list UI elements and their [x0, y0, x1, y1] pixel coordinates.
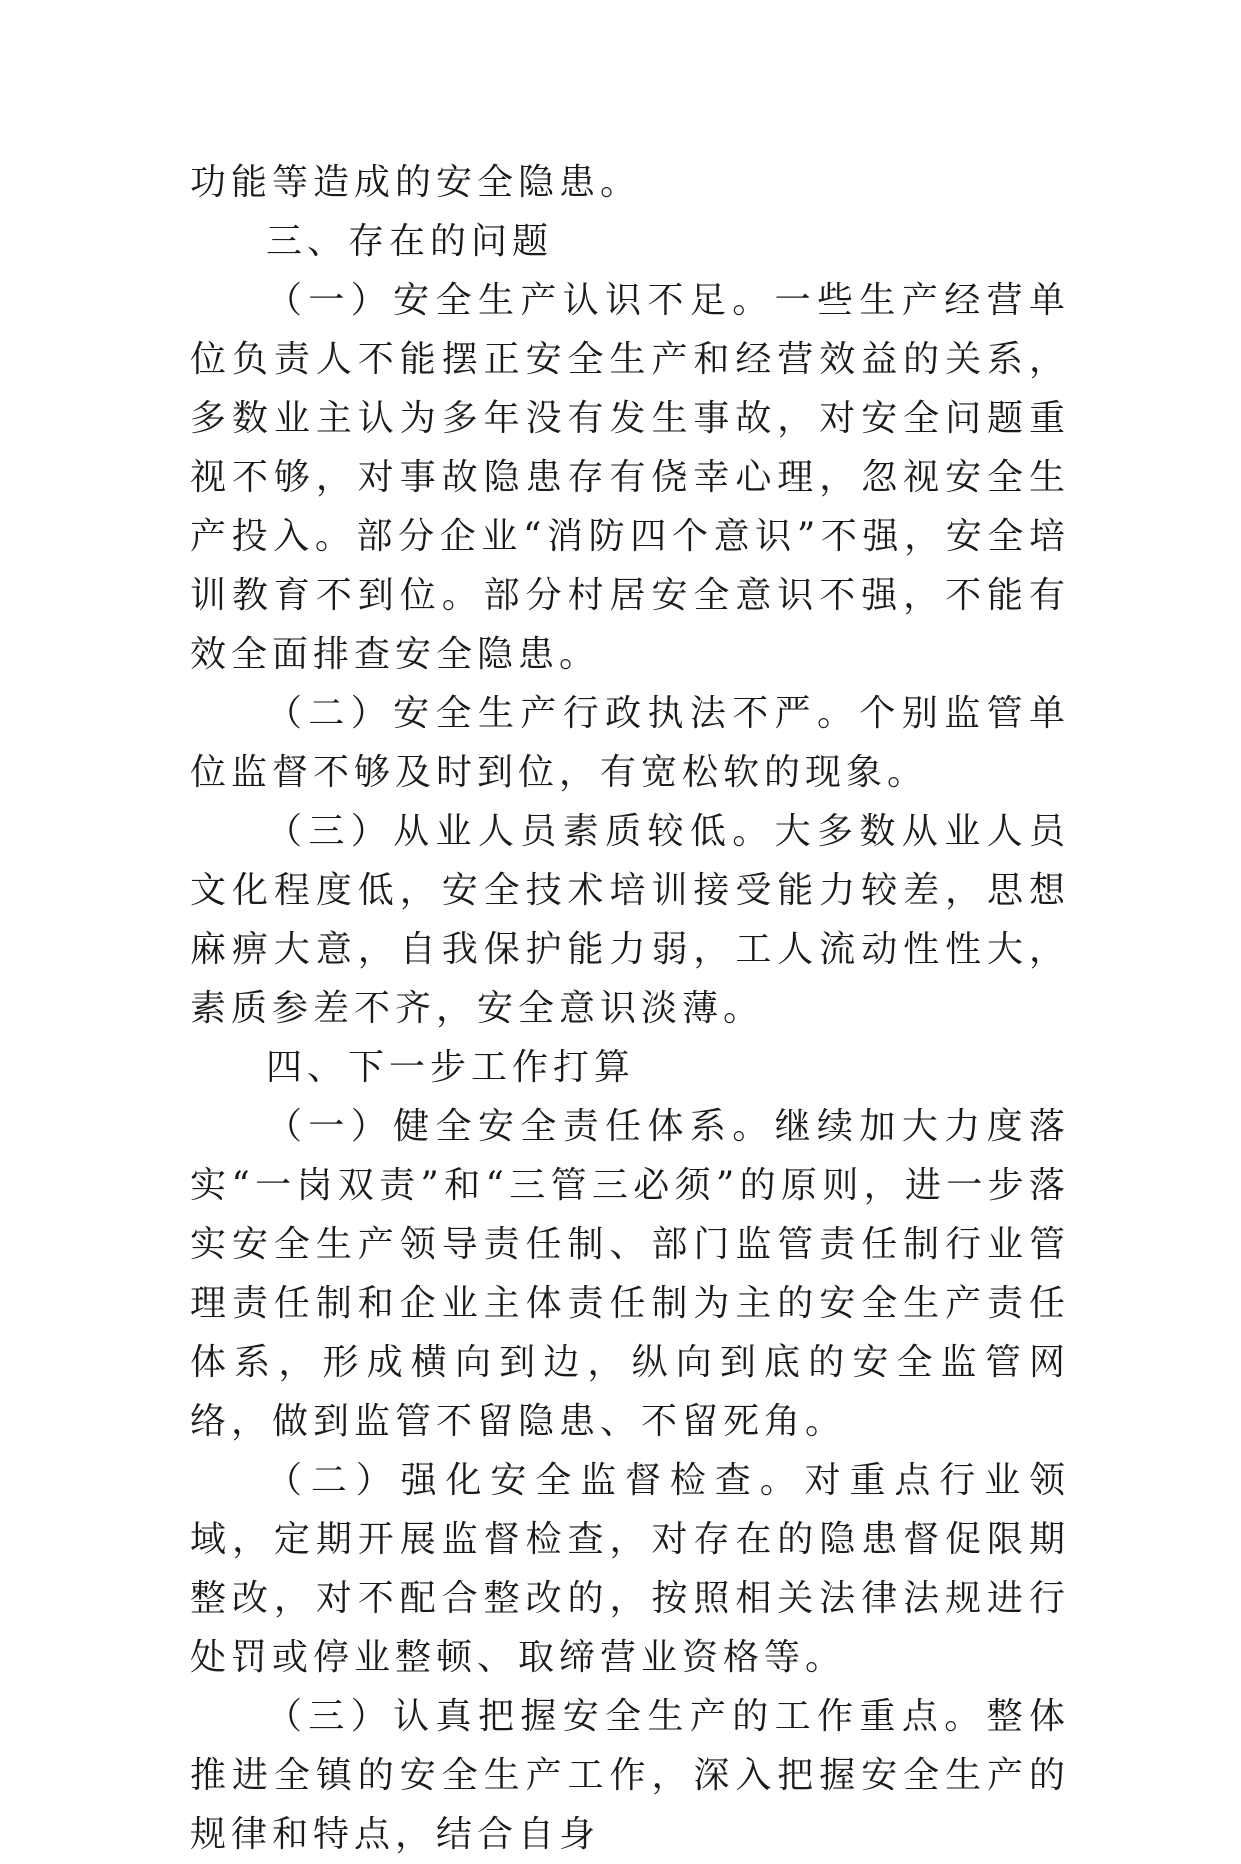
paragraph-problem-1: （一）安全生产认识不足。一些生产经营单位负责人不能摆正安全生产和经营效益的关系，多数业主认为多年没有发生事故，对安全问题重视不够，对事故隐患存有侥幸心理，忽视安全生产投入。部分企业“消防四个意识”不强，安全培训教育不到位。部分村居安全意识不强，不能有效全面排查安全隐患。 [190, 280, 1070, 675]
section-heading-next-steps: 四、下一步工作打算 [266, 1047, 636, 1088]
paragraph-problem-3: （三）从业人员素质较低。大多数从业人员文化程度低，安全技术培训接受能力较差，思想麻痹大意，自我保护能力弱，工人流动性性大，素质参差不齐，安全意识淡薄。 [190, 811, 1070, 1029]
paragraph-problem-2: （二）安全生产行政执法不严。个别监管单位监督不够及时到位，有宽松软的现象。 [190, 693, 1070, 793]
paragraph-plan-1: （一）健全安全责任体系。继续加大力度落实“一岗双责”和“三管三必须”的原则，进一步落实安全生产领导责任制、部门监管责任制行业管理责任制和企业主体责任制为主的安全生产责任体系，形成横向到边，纵向到底的安全监管网络，做到监管不留隐患、不留死角。 [190, 1106, 1070, 1442]
document-body [190, 153, 1070, 1864]
section-heading-problems: 三、存在的问题 [266, 221, 554, 262]
paragraph-continuation: 功能等造成的安全隐患。 [190, 162, 642, 203]
paragraph-plan-3: （三）认真把握安全生产的工作重点。整体推进全镇的安全生产工作，深入把握安全生产的规律和特点，结合自身 [190, 1696, 1070, 1855]
paragraph-plan-2: （二）强化安全监督检查。对重点行业领域，定期开展监督检查，对存在的隐患督促限期整改，对不配合整改的，按照相关法律法规进行处罚或停业整顿、取缔营业资格等。 [190, 1460, 1070, 1678]
